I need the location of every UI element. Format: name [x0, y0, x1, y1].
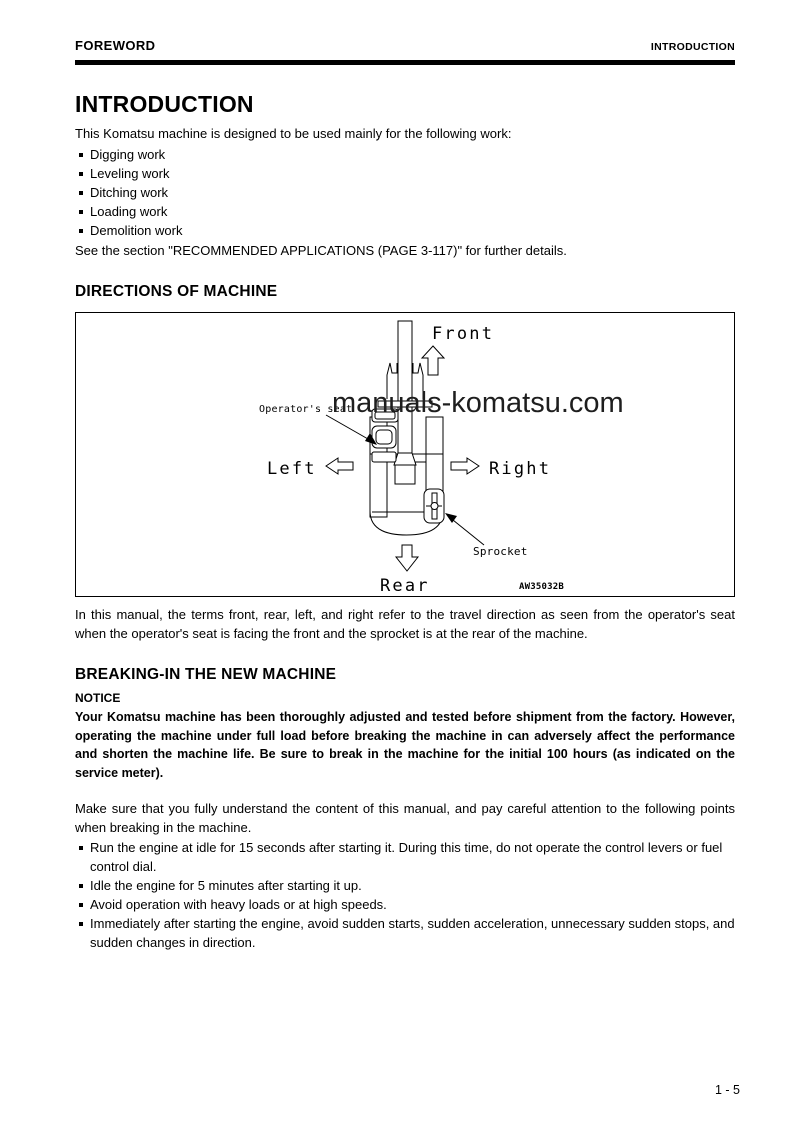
right-label: Right [489, 459, 552, 479]
watermark-text: manuals-komatsu.com [332, 387, 624, 419]
directions-caption: In this manual, the terms front, rear, left, and right refer to the travel direction as seen from the operator's seat when the operator's seat is facing the front and the sprocket is at the rear of the machine. [75, 607, 735, 641]
list-item: Avoid operation with heavy loads or at high speeds. [75, 895, 735, 914]
page-title: INTRODUCTION [75, 91, 254, 117]
machine-direction-diagram [76, 313, 734, 594]
sprocket-label: Sprocket [473, 545, 528, 558]
direction-diagram-frame [75, 312, 735, 597]
see-also-line: See the section "RECOMMENDED APPLICATIONS (PAGE 3-117)" for further details. [75, 243, 567, 258]
running-header-right: INTRODUCTION [650, 41, 735, 53]
notice-paragraph: Your Komatsu machine has been thoroughly adjusted and tested before shipment from the factory. However, operating the machine under full load before breaking the machine in can adversely affect the performance and shorten the machine life. Be sure to break in the machine for the initial 100 hours (as indicated on the service meter). [75, 710, 735, 780]
rear-label: Rear [380, 576, 430, 594]
notice-label: NOTICE [75, 691, 121, 705]
running-header [75, 38, 735, 53]
page-content [75, 0, 735, 952]
front-label: Front [432, 324, 495, 344]
list-item: Run the engine at idle for 15 seconds after starting it. During this time, do not operate the control levers or fuel control dial. [75, 838, 735, 876]
front-arrow-icon [422, 346, 444, 375]
breakin-paragraph: Make sure that you fully understand the content of this manual, and pay careful attention to the following points when breaking in the machine. [75, 801, 735, 835]
left-label: Left [267, 459, 317, 479]
breakin-points-list [75, 838, 735, 952]
list-item: Digging work [75, 145, 735, 164]
sprocket-hub [431, 503, 438, 510]
header-rule [75, 60, 735, 65]
section-title-breaking-in: BREAKING-IN THE NEW MACHINE [75, 666, 337, 683]
right-arrow-icon [451, 458, 479, 474]
work-list [75, 145, 735, 240]
operator-seat-label: Operator's seat [259, 404, 353, 415]
list-item: Demolition work [75, 221, 735, 240]
list-item: Immediately after starting the engine, avoid sudden starts, sudden acceleration, unnecessary sudden stops, and sudden changes in direction. [75, 914, 735, 952]
rear-arrow-icon [396, 545, 418, 571]
list-item: Idle the engine for 5 minutes after starting it up. [75, 876, 735, 895]
page-number: 1 - 5 [714, 1083, 740, 1097]
list-item: Ditching work [75, 183, 735, 202]
list-item: Loading work [75, 202, 735, 221]
running-header-left: FOREWORD [75, 38, 156, 53]
section-title-directions: DIRECTIONS OF MACHINE [75, 283, 278, 300]
boom-mount [394, 453, 416, 465]
intro-lead: This Komatsu machine is designed to be used mainly for the following work: [75, 126, 512, 141]
list-item: Leveling work [75, 164, 735, 183]
seat-base [372, 452, 396, 462]
figure-code: AW35032B [519, 582, 564, 592]
left-arrow-icon [326, 458, 353, 474]
